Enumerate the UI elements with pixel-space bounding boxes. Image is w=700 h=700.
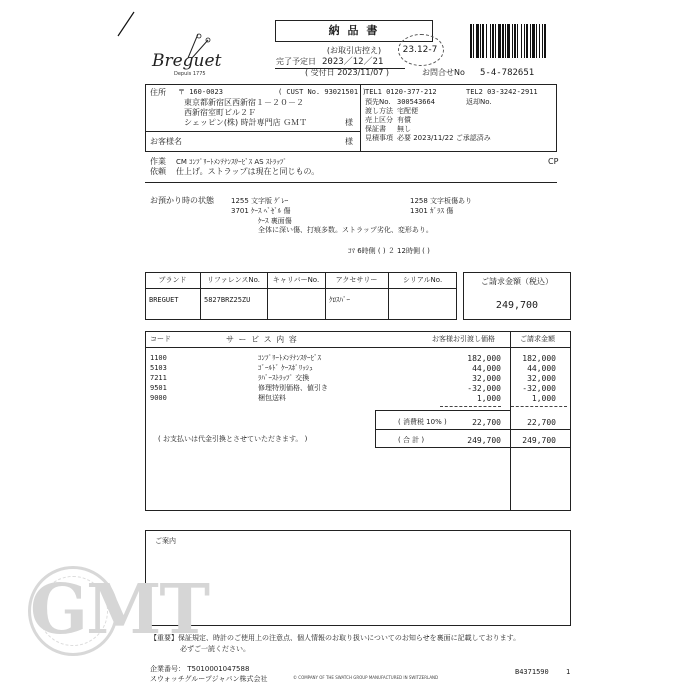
- code-header: コード: [150, 335, 171, 343]
- postal-code: 〒 160-0023: [178, 88, 223, 96]
- client-sama-label: 様: [345, 137, 353, 146]
- inquiry-label: お問合せNo: [422, 68, 465, 77]
- row-desc: ｺﾞｰﾙﾄﾞ ｹｰｽﾎﾟﾘｯｼｭ: [258, 364, 313, 372]
- important-notice-2: 必ずご一読ください。: [180, 645, 250, 653]
- row-price: -32,000: [467, 384, 501, 393]
- important-notice: 【重要】保証規定、時計のご使用上の注意点、個人情報のお取り扱いについてのお知らせを裏面に記載しております。: [150, 634, 521, 642]
- inquiry-number: 5-4-782651: [480, 68, 535, 78]
- condition-2: 3701 ｹｰｽ ﾍﾞｾﾞﾙ 傷: [231, 207, 291, 215]
- document-subtitle: (お取引店控え): [326, 46, 382, 55]
- condition-label: お預かり時の状態: [150, 196, 214, 205]
- notes-box: [145, 530, 571, 626]
- row-bill: 1,000: [531, 394, 556, 403]
- estimate-label: 見積事項: [365, 134, 393, 142]
- customer-number: ( CUST No. 93021501 ): [278, 88, 367, 96]
- row-bill: -32,000: [522, 384, 556, 393]
- condition-3: ｹｰｽ 裏面傷: [258, 217, 292, 225]
- sales-value: 有償: [397, 116, 411, 124]
- caliber-header: キャリバーNo.: [272, 276, 320, 284]
- address-line1: 東京都新宿区西新宿１－２０－２: [184, 98, 304, 107]
- condition-5: 1301 ｶﾞﾗｽ 傷: [410, 207, 454, 215]
- tax-price: 22,700: [472, 418, 501, 427]
- accessory-value: ｸﾛｽﾊﾞｰ: [329, 296, 350, 304]
- due-date-label: 完了予定日: [276, 57, 316, 66]
- service-header: サ ー ビ ス 内 容: [226, 335, 298, 344]
- brand-header: ブランド: [158, 276, 187, 284]
- price-header: お客様お引渡し価格: [432, 335, 495, 343]
- tel2: TEL2 03-3242-2911: [466, 88, 538, 96]
- row-code: 9501: [150, 384, 167, 392]
- address-line2: 西新宿室町ビル２Ｆ: [184, 108, 256, 117]
- total-row-price: 249,700: [467, 436, 501, 445]
- company-name: スウォッチグループジャパン株式会社: [150, 675, 268, 683]
- company-number: 企業番号： T5010001047588: [150, 665, 250, 673]
- return-no-label: 返却No.: [466, 98, 492, 106]
- row-bill: 182,000: [522, 354, 556, 363]
- document-number: B4371590: [515, 668, 549, 676]
- date-stamp-text: 23.12-7: [402, 45, 438, 55]
- pen-mark-icon: [116, 10, 136, 38]
- repair-no-label: 預先No.: [365, 98, 391, 106]
- sales-label: 売上区分: [365, 116, 393, 124]
- warranty-value: 無し: [397, 125, 411, 133]
- estimate-value: 必要 2023/11/22 ご承認済み: [397, 134, 491, 142]
- row-desc: ｺﾝﾌﾟﾘｰﾄﾒﾝﾃﾅﾝｽｻｰﾋﾞｽ: [258, 354, 321, 362]
- repair-no: 300543664: [397, 98, 435, 106]
- warranty-label: 保証書: [365, 125, 386, 133]
- row-code: 7211: [150, 374, 167, 382]
- accessory-header: アクセサリー: [335, 276, 378, 284]
- total-row-label: ( 合 計 ): [398, 436, 425, 444]
- row-code: 5103: [150, 364, 167, 372]
- due-date-value: 2023／12／21: [322, 57, 384, 67]
- shipping-label: 渡し方法: [365, 107, 393, 115]
- tax-label: ( 消費税 10% ): [398, 418, 447, 426]
- row-desc: 修理特別価格、値引き: [258, 384, 328, 392]
- total-row-bill: 249,700: [522, 436, 556, 445]
- total-label: ご請求金額（税込）: [481, 277, 553, 286]
- brand-subtitle: Depuis 1775: [174, 71, 206, 77]
- document-title: 納 品 書: [328, 24, 380, 37]
- row-bill: 32,000: [527, 374, 556, 383]
- work-label: 作業: [150, 157, 166, 166]
- clock-positions: ｺﾏ 6時側 ( ) ２ 12時側 ( ): [348, 247, 430, 255]
- tax-bill: 22,700: [527, 418, 556, 427]
- serial-header: シリアルNo.: [402, 276, 443, 284]
- svg-text:Breguet: Breguet: [152, 51, 222, 71]
- address-label: 住所: [150, 88, 166, 97]
- condition-1: 1255 文字版 ｸﾞﾚｰ: [231, 197, 289, 205]
- row-code: 1100: [150, 354, 167, 362]
- row-price: 182,000: [467, 354, 501, 363]
- reference-header: リファレンスNo.: [206, 276, 261, 284]
- row-desc: 梱包送料: [258, 394, 286, 402]
- bill-header: ご請求金額: [520, 335, 555, 343]
- shipping-value: 宅配便: [397, 107, 418, 115]
- cod-note: ( お支払いは代金引換とさせていただきます。 ): [158, 435, 308, 443]
- row-price: 32,000: [472, 374, 501, 383]
- client-name-label: お客様名: [150, 137, 182, 146]
- small-print: © COMPANY OF THE SWATCH GROUP MANUFACTURED IN SWITZERLAND: [293, 675, 439, 680]
- received-date: ( 受付日 2023/11/07 ): [305, 68, 389, 77]
- notes-label: ご案内: [155, 537, 176, 545]
- sama-label: 様: [345, 118, 353, 127]
- brand-value: BREGUET: [149, 296, 179, 304]
- total-amount: 249,700: [495, 300, 539, 311]
- condition-4: 1258 文字板傷あり: [410, 197, 473, 205]
- cp-mark: CP: [548, 157, 559, 166]
- watermark-text: GMT: [30, 570, 208, 650]
- condition-6: 全体に深い傷、打痕多数。ストラップ劣化、変形あり。: [258, 226, 433, 234]
- request-value: 仕上げ。ストラップは現在と同じもの。: [176, 167, 320, 176]
- row-price: 44,000: [472, 364, 501, 373]
- page-number: 1: [566, 668, 571, 676]
- request-label: 依頼: [150, 167, 166, 176]
- work-value: CM ｺﾝﾌﾟﾘｰﾄﾒﾝﾃﾅﾝｽｻｰﾋﾞｽ AS ｽﾄﾗｯﾌﾟ: [176, 158, 287, 166]
- barcode-icon: [468, 22, 568, 60]
- reference-value: 5827BRZ25ZU: [204, 296, 251, 304]
- shop-name: シェッピン(株) 時計専門店 ＧＭＴ: [184, 118, 308, 127]
- row-desc: ﾗﾊﾞｰｽﾄﾗｯﾌﾟ 交換: [258, 374, 310, 382]
- row-price: 1,000: [476, 394, 501, 403]
- tel1: TEL1 0120-377-212: [365, 88, 437, 96]
- row-code: 9000: [150, 394, 167, 402]
- row-bill: 44,000: [527, 364, 556, 373]
